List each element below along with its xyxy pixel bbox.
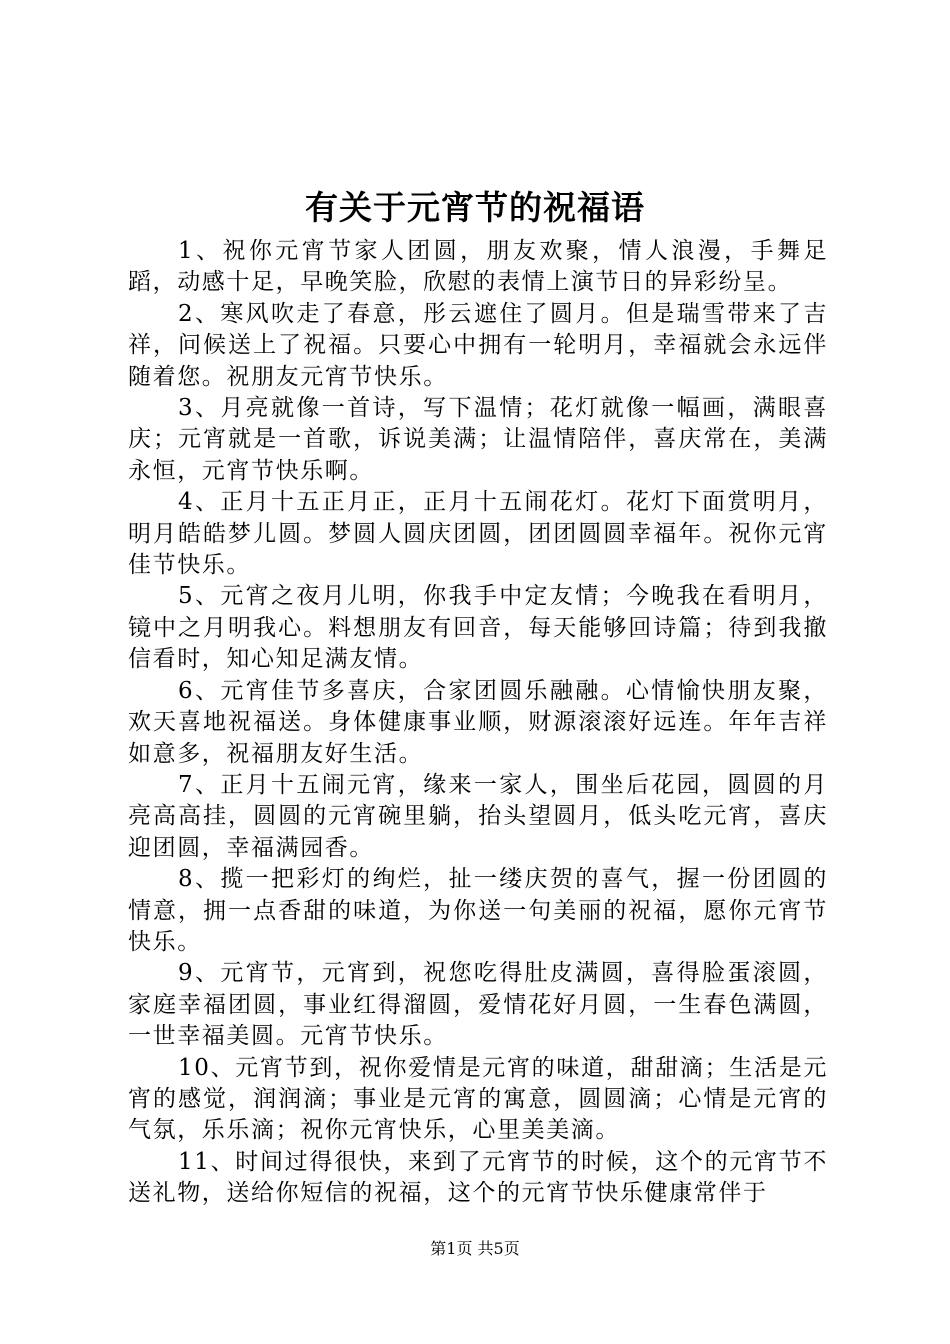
paragraph-7: 7、正月十五闹元宵，缘来一家人，围坐后花园，圆圆的月亮高高挂，圆圆的元宵碗里躺，抬头望圆月，低头吃元宵，喜庆迎团圆，幸福满园香。 — [128, 771, 828, 861]
paragraph-4: 4、正月十五正月正，正月十五闹花灯。花灯下面赏明月，明月皓皓梦儿圆。梦圆人圆庆团圆，团团圆圆幸福年。祝你元宵佳节快乐。 — [128, 489, 828, 579]
paragraph-8: 8、揽一把彩灯的绚烂，扯一缕庆贺的喜气，握一份团圆的情意，拥一点香甜的味道，为你送一句美丽的祝福，愿你元宵节快乐。 — [128, 866, 828, 955]
paragraph-2: 2、寒风吹走了春意，彤云遮住了圆月。但是瑞雪带来了吉祥，问候送上了祝福。只要心中拥有一轮明月，幸福就会永远伴随着您。祝朋友元宵节快乐。 — [128, 300, 828, 390]
document-title: 有关于元宵节的祝福语 — [305, 188, 645, 227]
document-body — [128, 236, 828, 1210]
paragraph-5: 5、元宵之夜月儿明，你我手中定友情；今晚我在看明月，镜中之月明我心。料想朋友有回音，每天能够回诗篇；待到我撤信看时，知心知足满友情。 — [128, 583, 828, 673]
paragraph-3: 3、月亮就像一首诗，写下温情；花灯就像一幅画，满眼喜庆；元宵就是一首歌，诉说美满；让温情陪伴，喜庆常在，美满永恒，元宵节快乐啊。 — [128, 395, 828, 484]
paragraph-11: 11、时间过得很快，来到了元宵节的时候，这个的元宵节不送礼物，送给你短信的祝福，这个的元宵节快乐健康常伴于 — [128, 1148, 828, 1207]
paragraph-1: 1、祝你元宵节家人团圆，朋友欢聚，情人浪漫，手舞足蹈，动感十足，早晚笑脸，欣慰的表情上演节日的异彩纷呈。 — [128, 238, 828, 296]
paragraph-9: 9、元宵节，元宵到，祝您吃得肚皮满圆，喜得脸蛋滚圆，家庭幸福团圆，事业红得溜圆，爱情花好月圆，一生春色满圆，一世幸福美圆。元宵节快乐。 — [128, 960, 828, 1050]
paragraph-6: 6、元宵佳节多喜庆，合家团圆乐融融。心情愉快朋友聚，欢天喜地祝福送。身体健康事业顺，财源滚滚好远连。年年吉祥如意多，祝福朋友好生活。 — [128, 677, 828, 767]
page-number-footer: 第1页 共5页 — [430, 1239, 520, 1258]
paragraph-10: 10、元宵节到，祝你爱情是元宵的味道，甜甜滴；生活是元宵的感觉，润润滴；事业是元宵的寓意，圆圆滴；心情是元宵的气氛，乐乐滴；祝你元宵快乐，心里美美滴。 — [128, 1054, 828, 1144]
